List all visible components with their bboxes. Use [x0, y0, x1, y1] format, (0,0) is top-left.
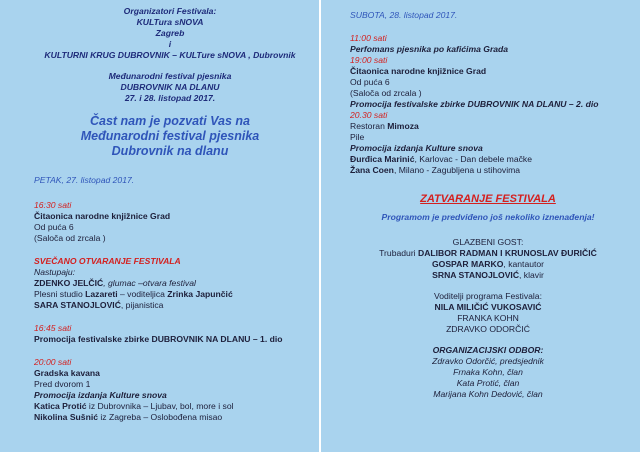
- festival-dates: 27. i 28. listopad 2017.: [124, 93, 216, 103]
- org-city-1: Zagreb: [155, 28, 185, 38]
- author-4-desc: , Milano - Zagubljena u stihovima: [393, 165, 521, 175]
- author-1: [34, 401, 306, 412]
- host-1: NILA MILIČIĆ VUKOSAVIĆ: [434, 302, 542, 312]
- author-4-name: Žana Coen: [350, 165, 394, 175]
- author-2-desc: iz Zagreba – Oslobođena misao: [98, 412, 223, 422]
- hosts-label: Voditelji programa Festivala:: [434, 291, 542, 301]
- guest-1: [350, 248, 626, 259]
- venue-cafe: Gradska kavana: [34, 368, 100, 378]
- org-and: i: [168, 39, 172, 49]
- author-1-name: Katica Protić: [34, 401, 87, 411]
- time-2000: 20:00 sati: [34, 357, 72, 367]
- author-3-name: Đurđica Marinić: [350, 154, 415, 164]
- promotion-kultura-2: Promocija izdanja Kulture snova: [350, 143, 483, 153]
- guest-1-names: DALIBOR RADMAN I KRUNOSLAV ĐURIČIĆ: [417, 248, 597, 258]
- cafe-address: Pred dvorom 1: [34, 379, 91, 389]
- host-3: ZDRAVKO ODORČIĆ: [446, 324, 530, 334]
- time-1100: 11:00 sati: [350, 33, 387, 43]
- left-column: [0, 0, 318, 452]
- day-saturday: SUBOTA, 28. listopad 2017.: [350, 10, 458, 20]
- author-3: [350, 154, 626, 165]
- invite-line-1: Čast nam je pozvati Vas na: [89, 114, 250, 128]
- venue-address-2: Od puća 6: [350, 77, 390, 87]
- committee-member-3: Kata Protić, član: [456, 378, 520, 388]
- committee-member-1: Zdravko Odorčić, predsjednik: [432, 356, 544, 366]
- promotion-kultura: Promocija izdanja Kulture snova: [34, 390, 167, 400]
- venue-hall: (Saloča od zrcala ): [34, 233, 106, 243]
- promotion-part-1: Promocija festivalske zbirke DUBROVNIK NA DLANU – 1. dio: [34, 334, 283, 344]
- performer-2-prefix: Plesni studio: [34, 289, 86, 299]
- guest-2-name: GOSPAR MARKO: [431, 259, 504, 269]
- committee-member-4: Marijana Kohn Dedović, član: [433, 389, 543, 399]
- venue-library: Čitaonica narodne knjižnice Grad: [34, 211, 171, 221]
- restaurant-prefix: Restoran: [350, 121, 388, 131]
- performer-3: [34, 300, 306, 311]
- performer-3-desc: , pijanistica: [120, 300, 164, 310]
- invite-line-3: Dubrovnik na dlanu: [111, 144, 229, 158]
- guest-label: GLAZBENI GOST:: [452, 237, 524, 247]
- right-column: [322, 0, 640, 452]
- committee-member-2: Frnaka Kohn, član: [453, 367, 523, 377]
- festival-title: DUBROVNIK NA DLANU: [120, 82, 220, 92]
- restaurant: [350, 121, 626, 132]
- time-1630: 16:30 sati: [34, 200, 72, 210]
- closing-title: ZATVARANJE FESTIVALA: [420, 193, 556, 205]
- invite-line-2: Međunarodni festival pjesnika: [80, 129, 260, 143]
- performer-2-role: – voditeljica: [117, 289, 168, 299]
- time-2030: 20.30 sati: [350, 110, 388, 120]
- venue-hall-2: (Saloča od zrcala ): [350, 88, 422, 98]
- guest-3: [350, 270, 626, 281]
- surprise-note: Programom je predviđeno još nekoliko iznenađenja!: [381, 212, 595, 222]
- guest-2-desc: , kantautor: [503, 259, 545, 269]
- venue-library-2: Čitaonica narodne knjižnice Grad: [350, 66, 487, 76]
- day-friday: PETAK, 27. listopad 2017.: [34, 175, 135, 185]
- performers-label: Nastupaju:: [34, 267, 76, 277]
- author-1-desc: iz Dubrovnika – Ljubav, bol, more i sol: [86, 401, 234, 411]
- host-2: FRANKA KOHN: [457, 313, 519, 323]
- author-2: [34, 412, 306, 423]
- page-divider: [319, 0, 321, 452]
- performer-2: [34, 289, 306, 300]
- guest-1-prefix: Trubaduri: [379, 248, 418, 258]
- performer-2-leader: Zrinka Japunčić: [167, 289, 233, 299]
- festival-name: Međunarodni festival pjesnika: [108, 71, 232, 81]
- author-4: [350, 165, 626, 176]
- time-1645: 16:45 sati: [34, 323, 72, 333]
- performer-3-name: SARA STANOJLOVIĆ: [34, 300, 121, 310]
- org-name-2: KULTURNI KRUG DUBROVNIK – KULTure sNOVA , Dubrovnik: [44, 50, 296, 60]
- promotion-part-2: Promocija festivalske zbirke DUBROVNIK NA DLANU – 2. dio: [350, 99, 599, 109]
- guest-3-desc: , klavir: [519, 270, 544, 280]
- org-name-1: KULTura sNOVA: [136, 17, 204, 27]
- performer-1-name: ZDENKO JELČIĆ: [34, 278, 104, 288]
- guest-2: [350, 259, 626, 270]
- performer-1: [34, 278, 306, 289]
- author-2-name: Nikolina Sušnić: [34, 412, 98, 422]
- committee-label: ORGANIZACIJSKI ODBOR:: [432, 345, 544, 355]
- performance-title: Perfomans pjesnika po kafićima Grada: [350, 44, 509, 54]
- opening-title: SVEČANO OTVARANJE FESTIVALA: [34, 256, 181, 266]
- restaurant-location: Pile: [350, 132, 365, 142]
- restaurant-name: Mimoza: [387, 121, 419, 131]
- guest-3-name: SRNA STANOJLOVIĆ: [432, 270, 520, 280]
- author-3-desc: , Karlovac - Dan debele mačke: [414, 154, 532, 164]
- performer-1-desc: , glumac –otvara festival: [103, 278, 196, 288]
- time-1900: 19:00 sati: [350, 55, 388, 65]
- org-heading: Organizatori Festivala:: [123, 6, 217, 16]
- venue-address: Od puća 6: [34, 222, 74, 232]
- performer-2-name: Lazareti: [85, 289, 118, 299]
